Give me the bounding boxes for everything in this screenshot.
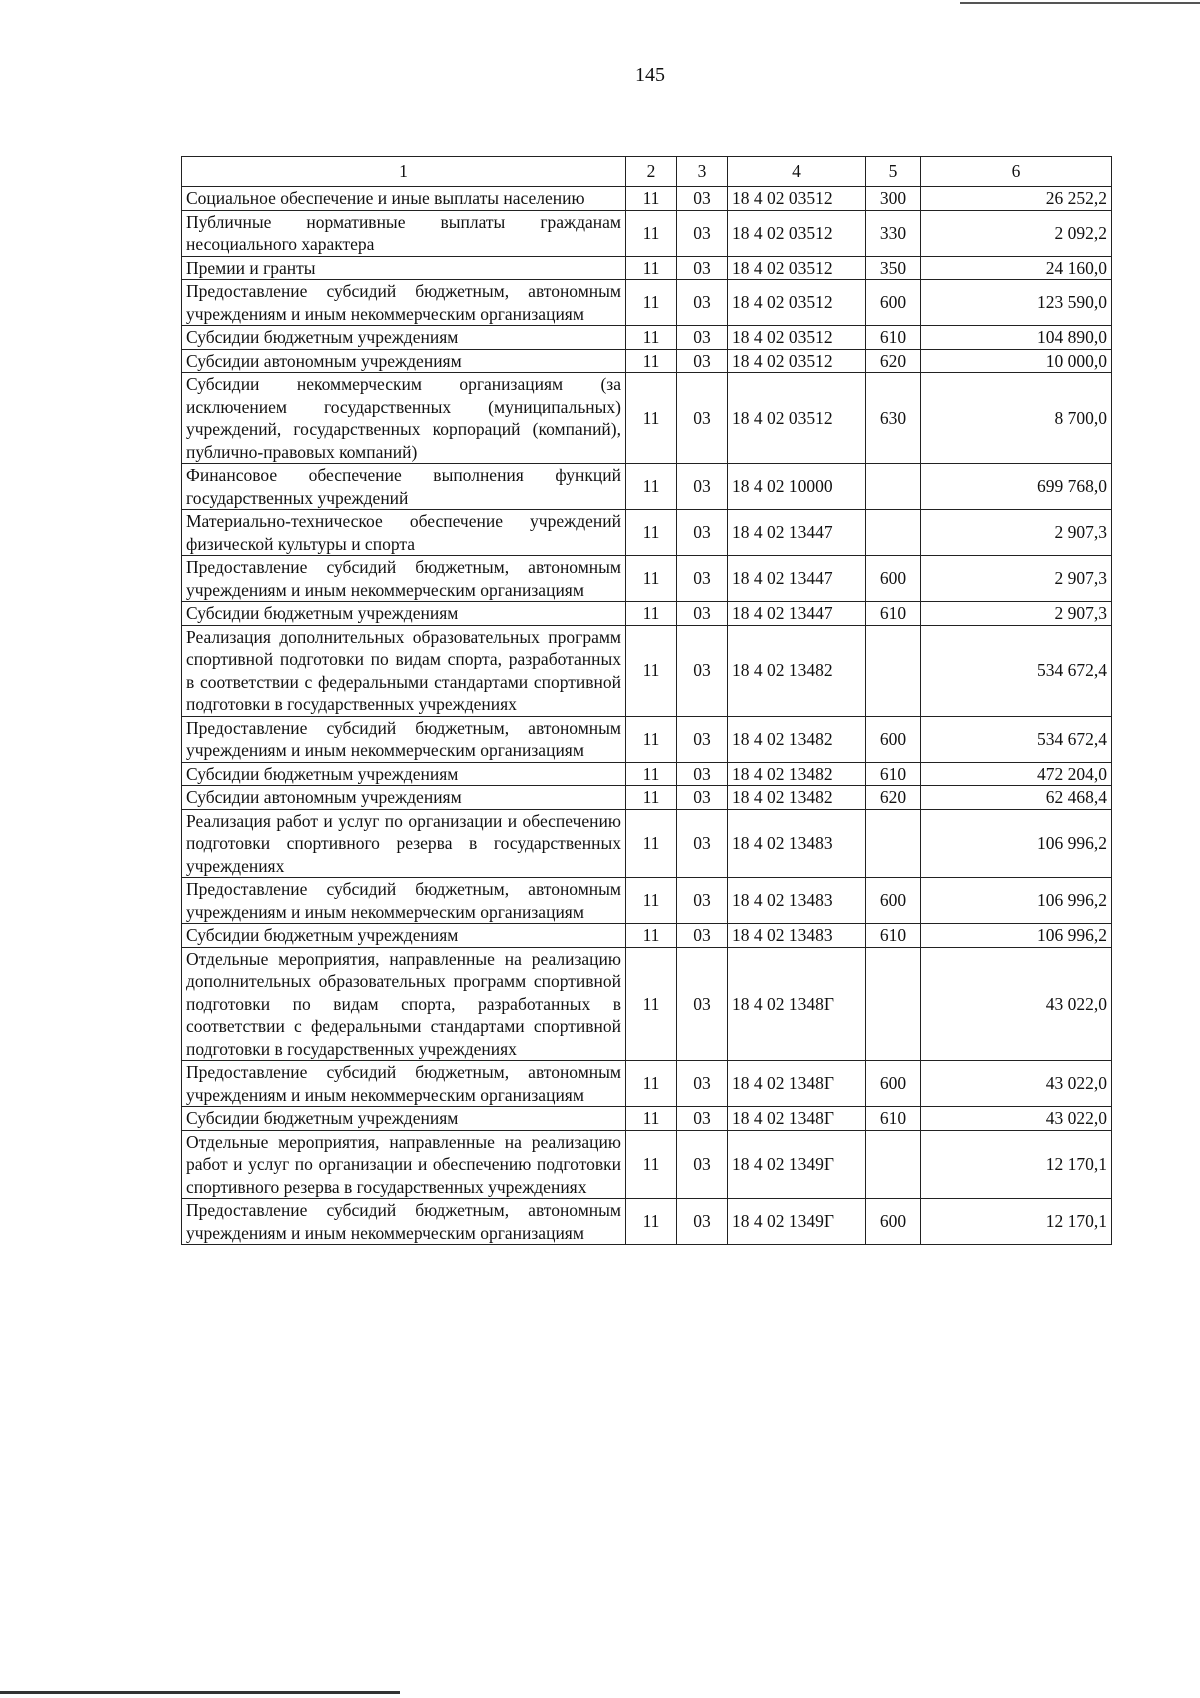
cell-subsection: 03 xyxy=(677,373,728,464)
cell-name: Субсидии бюджетным учреждениям xyxy=(182,762,626,786)
cell-name: Социальное обеспечение и иные выплаты населению xyxy=(182,187,626,211)
cell-target-code: 18 4 02 13447 xyxy=(728,602,866,626)
cell-subsection: 03 xyxy=(677,809,728,878)
cell-name: Отдельные мероприятия, направленные на реализацию работ и услуг по организации и обеспечению подготовки спортивного резерва в государственных учреждениях xyxy=(182,1130,626,1199)
table-row xyxy=(182,280,1112,326)
table-row xyxy=(182,1061,1112,1107)
cell-name: Субсидии автономным учреждениям xyxy=(182,786,626,810)
table-row xyxy=(182,464,1112,510)
cell-amount: 43 022,0 xyxy=(921,1061,1112,1107)
table-row xyxy=(182,1130,1112,1199)
cell-name: Реализация дополнительных образовательных программ спортивной подготовки по видам спорта, разработанных в соответствии с федеральными стандартами спортивной подготовки в государственных учреждениях xyxy=(182,625,626,716)
cell-section: 11 xyxy=(626,716,677,762)
cell-subsection: 03 xyxy=(677,280,728,326)
cell-name: Публичные нормативные выплаты гражданам несоциального характера xyxy=(182,210,626,256)
table-body xyxy=(182,187,1112,1245)
cell-amount: 62 468,4 xyxy=(921,786,1112,810)
cell-amount: 26 252,2 xyxy=(921,187,1112,211)
cell-section: 11 xyxy=(626,349,677,373)
table-row xyxy=(182,602,1112,626)
cell-target-code: 18 4 02 13483 xyxy=(728,878,866,924)
cell-section: 11 xyxy=(626,1107,677,1131)
cell-expense-type: 300 xyxy=(866,187,921,211)
cell-expense-type: 610 xyxy=(866,602,921,626)
cell-amount: 106 996,2 xyxy=(921,924,1112,948)
cell-target-code: 18 4 02 13482 xyxy=(728,625,866,716)
cell-name: Отдельные мероприятия, направленные на реализацию дополнительных образовательных программ спортивной подготовки по видам спорта, разработанных в соответствии с федеральными стандартами спортивной подготовки в государственных учреждениях xyxy=(182,947,626,1061)
scan-edge-line-bottom xyxy=(0,1691,400,1694)
cell-name: Субсидии бюджетным учреждениям xyxy=(182,326,626,350)
cell-amount: 24 160,0 xyxy=(921,256,1112,280)
table-row xyxy=(182,878,1112,924)
scan-edge-line-top xyxy=(960,2,1200,4)
cell-expense-type: 330 xyxy=(866,210,921,256)
cell-section: 11 xyxy=(626,373,677,464)
table-row xyxy=(182,373,1112,464)
cell-name: Предоставление субсидий бюджетным, автономным учреждениям и иным некоммерческим организациям xyxy=(182,716,626,762)
cell-target-code: 18 4 02 03512 xyxy=(728,373,866,464)
cell-name: Материально-техническое обеспечение учреждений физической культуры и спорта xyxy=(182,510,626,556)
cell-subsection: 03 xyxy=(677,210,728,256)
cell-subsection: 03 xyxy=(677,464,728,510)
cell-subsection: 03 xyxy=(677,762,728,786)
cell-subsection: 03 xyxy=(677,187,728,211)
column-header: 4 xyxy=(728,157,866,187)
cell-amount: 10 000,0 xyxy=(921,349,1112,373)
cell-name: Субсидии бюджетным учреждениям xyxy=(182,1107,626,1131)
cell-name: Предоставление субсидий бюджетным, автономным учреждениям и иным некоммерческим организациям xyxy=(182,280,626,326)
cell-expense-type: 350 xyxy=(866,256,921,280)
cell-target-code: 18 4 02 1348Г xyxy=(728,1107,866,1131)
cell-target-code: 18 4 02 1348Г xyxy=(728,947,866,1061)
cell-target-code: 18 4 02 03512 xyxy=(728,210,866,256)
cell-section: 11 xyxy=(626,947,677,1061)
cell-name: Субсидии автономным учреждениям xyxy=(182,349,626,373)
cell-subsection: 03 xyxy=(677,625,728,716)
cell-subsection: 03 xyxy=(677,256,728,280)
cell-amount: 472 204,0 xyxy=(921,762,1112,786)
table-row xyxy=(182,947,1112,1061)
cell-expense-type: 610 xyxy=(866,1107,921,1131)
cell-amount: 8 700,0 xyxy=(921,373,1112,464)
cell-section: 11 xyxy=(626,326,677,350)
cell-subsection: 03 xyxy=(677,556,728,602)
cell-subsection: 03 xyxy=(677,924,728,948)
cell-subsection: 03 xyxy=(677,1130,728,1199)
cell-subsection: 03 xyxy=(677,1107,728,1131)
cell-target-code: 18 4 02 10000 xyxy=(728,464,866,510)
cell-subsection: 03 xyxy=(677,786,728,810)
cell-name: Премии и гранты xyxy=(182,256,626,280)
cell-name: Предоставление субсидий бюджетным, автономным учреждениям и иным некоммерческим организациям xyxy=(182,878,626,924)
cell-section: 11 xyxy=(626,1130,677,1199)
cell-section: 11 xyxy=(626,924,677,948)
cell-target-code: 18 4 02 03512 xyxy=(728,280,866,326)
cell-section: 11 xyxy=(626,256,677,280)
cell-expense-type: 610 xyxy=(866,924,921,948)
cell-target-code: 18 4 02 03512 xyxy=(728,349,866,373)
table-row xyxy=(182,510,1112,556)
cell-amount: 123 590,0 xyxy=(921,280,1112,326)
table-row xyxy=(182,326,1112,350)
cell-subsection: 03 xyxy=(677,716,728,762)
cell-amount: 699 768,0 xyxy=(921,464,1112,510)
cell-subsection: 03 xyxy=(677,1061,728,1107)
table-row xyxy=(182,1107,1112,1131)
table-row xyxy=(182,349,1112,373)
cell-expense-type: 600 xyxy=(866,556,921,602)
cell-amount: 534 672,4 xyxy=(921,716,1112,762)
table-row xyxy=(182,1199,1112,1245)
cell-amount: 12 170,1 xyxy=(921,1130,1112,1199)
cell-expense-type xyxy=(866,464,921,510)
column-header: 1 xyxy=(182,157,626,187)
cell-amount: 106 996,2 xyxy=(921,878,1112,924)
cell-name: Субсидии бюджетным учреждениям xyxy=(182,602,626,626)
table-row xyxy=(182,716,1112,762)
cell-subsection: 03 xyxy=(677,878,728,924)
cell-name: Предоставление субсидий бюджетным, автономным учреждениям и иным некоммерческим организациям xyxy=(182,1199,626,1245)
cell-target-code: 18 4 02 1348Г xyxy=(728,1061,866,1107)
page-number: 145 xyxy=(635,64,665,86)
cell-subsection: 03 xyxy=(677,1199,728,1245)
cell-expense-type: 630 xyxy=(866,373,921,464)
cell-name: Предоставление субсидий бюджетным, автономным учреждениям и иным некоммерческим организациям xyxy=(182,556,626,602)
cell-expense-type: 600 xyxy=(866,878,921,924)
cell-section: 11 xyxy=(626,210,677,256)
cell-name: Реализация работ и услуг по организации и обеспечению подготовки спортивного резерва в государственных учреждениях xyxy=(182,809,626,878)
cell-section: 11 xyxy=(626,809,677,878)
cell-section: 11 xyxy=(626,625,677,716)
cell-expense-type: 600 xyxy=(866,716,921,762)
cell-amount: 2 907,3 xyxy=(921,602,1112,626)
cell-amount: 106 996,2 xyxy=(921,809,1112,878)
cell-expense-type: 600 xyxy=(866,1199,921,1245)
table-row xyxy=(182,762,1112,786)
table-row xyxy=(182,625,1112,716)
cell-amount: 43 022,0 xyxy=(921,1107,1112,1131)
cell-subsection: 03 xyxy=(677,510,728,556)
table-row xyxy=(182,556,1112,602)
cell-amount: 2 907,3 xyxy=(921,556,1112,602)
table-row xyxy=(182,809,1112,878)
table-row xyxy=(182,786,1112,810)
budget-table xyxy=(181,156,1112,1245)
column-header: 3 xyxy=(677,157,728,187)
cell-expense-type xyxy=(866,947,921,1061)
cell-expense-type: 610 xyxy=(866,326,921,350)
cell-expense-type: 620 xyxy=(866,786,921,810)
cell-amount: 2 907,3 xyxy=(921,510,1112,556)
cell-section: 11 xyxy=(626,878,677,924)
cell-amount: 104 890,0 xyxy=(921,326,1112,350)
cell-name: Субсидии бюджетным учреждениям xyxy=(182,924,626,948)
cell-name: Финансовое обеспечение выполнения функций государственных учреждений xyxy=(182,464,626,510)
cell-expense-type xyxy=(866,1130,921,1199)
cell-expense-type xyxy=(866,625,921,716)
cell-section: 11 xyxy=(626,510,677,556)
cell-target-code: 18 4 02 13482 xyxy=(728,786,866,810)
cell-section: 11 xyxy=(626,464,677,510)
cell-target-code: 18 4 02 13483 xyxy=(728,809,866,878)
cell-section: 11 xyxy=(626,786,677,810)
cell-target-code: 18 4 02 03512 xyxy=(728,326,866,350)
cell-section: 11 xyxy=(626,280,677,326)
cell-section: 11 xyxy=(626,602,677,626)
cell-subsection: 03 xyxy=(677,602,728,626)
cell-subsection: 03 xyxy=(677,326,728,350)
cell-target-code: 18 4 02 1349Г xyxy=(728,1130,866,1199)
table-header xyxy=(182,157,1112,187)
cell-target-code: 18 4 02 03512 xyxy=(728,187,866,211)
cell-target-code: 18 4 02 13482 xyxy=(728,716,866,762)
cell-expense-type xyxy=(866,809,921,878)
cell-target-code: 18 4 02 1349Г xyxy=(728,1199,866,1245)
cell-target-code: 18 4 02 13483 xyxy=(728,924,866,948)
cell-expense-type: 610 xyxy=(866,762,921,786)
cell-name: Субсидии некоммерческим организациям (за исключением государственных (муниципальных) учреждений, государственных корпораций (компаний), публично-правовых компаний) xyxy=(182,373,626,464)
column-header: 2 xyxy=(626,157,677,187)
cell-expense-type: 620 xyxy=(866,349,921,373)
cell-amount: 12 170,1 xyxy=(921,1199,1112,1245)
cell-amount: 534 672,4 xyxy=(921,625,1112,716)
cell-subsection: 03 xyxy=(677,349,728,373)
cell-target-code: 18 4 02 13447 xyxy=(728,556,866,602)
cell-target-code: 18 4 02 03512 xyxy=(728,256,866,280)
cell-section: 11 xyxy=(626,1061,677,1107)
cell-amount: 2 092,2 xyxy=(921,210,1112,256)
cell-name: Предоставление субсидий бюджетным, автономным учреждениям и иным некоммерческим организациям xyxy=(182,1061,626,1107)
table-row xyxy=(182,210,1112,256)
column-header: 5 xyxy=(866,157,921,187)
cell-expense-type: 600 xyxy=(866,1061,921,1107)
cell-expense-type xyxy=(866,510,921,556)
header-row xyxy=(182,157,1112,187)
table-row xyxy=(182,924,1112,948)
cell-target-code: 18 4 02 13482 xyxy=(728,762,866,786)
cell-section: 11 xyxy=(626,187,677,211)
cell-amount: 43 022,0 xyxy=(921,947,1112,1061)
table-row xyxy=(182,256,1112,280)
table-row xyxy=(182,187,1112,211)
column-header: 6 xyxy=(921,157,1112,187)
cell-section: 11 xyxy=(626,1199,677,1245)
cell-target-code: 18 4 02 13447 xyxy=(728,510,866,556)
cell-section: 11 xyxy=(626,762,677,786)
cell-subsection: 03 xyxy=(677,947,728,1061)
cell-section: 11 xyxy=(626,556,677,602)
cell-expense-type: 600 xyxy=(866,280,921,326)
